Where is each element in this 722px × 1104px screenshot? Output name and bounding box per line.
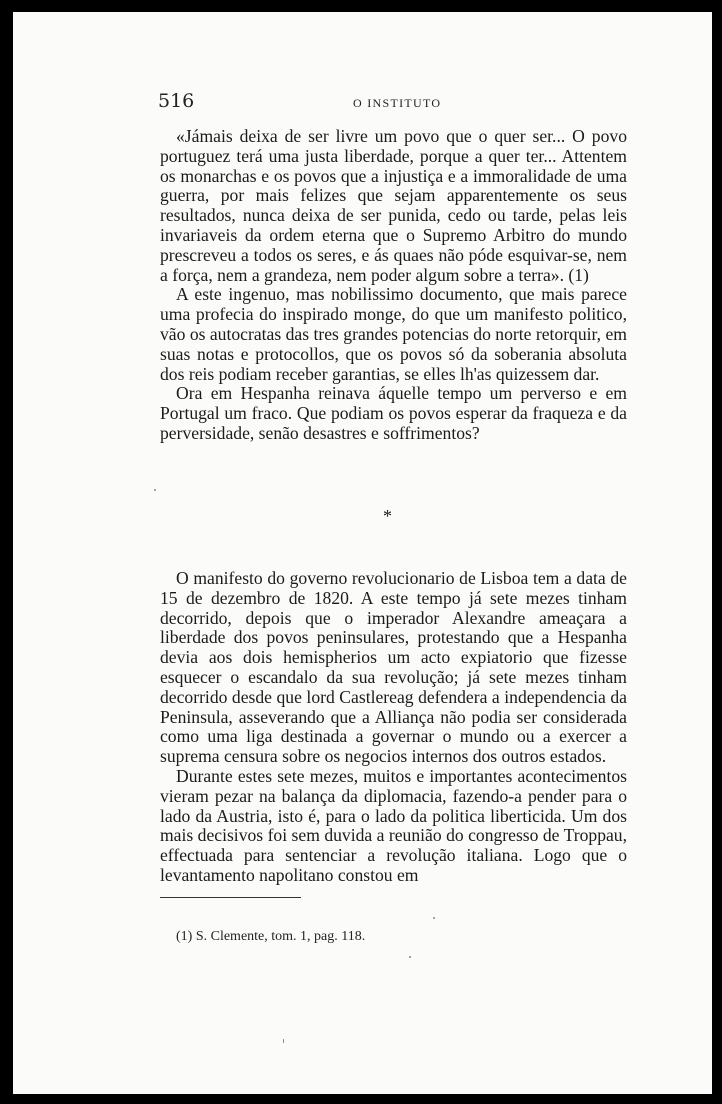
paper-speck [409, 956, 411, 958]
paper-speck [154, 489, 156, 491]
page-header [158, 90, 628, 116]
running-head: O INSTITUTO [353, 96, 442, 110]
footnote-divider [160, 897, 301, 898]
section-separator-asterisk: * [383, 506, 392, 526]
main-text-section-1 [160, 127, 627, 444]
page-number: 516 [158, 90, 195, 112]
book-page [13, 12, 712, 1094]
paragraph: Durante estes sete mezes, muitos e importantes acontecimentos vieram pezar na balança da diplomacia, fazendo-a pender para o lado da Austria, isto é, para o lado da politica liberticida. Um dos mais decisivos foi sem duvida a reunião do congresso de Troppau, effectuada para sentenciar a revolução italiana. Logo que o levantamento napolitano constou em [160, 765, 627, 885]
paragraph: Ora em Hespanha reinava áquelle tempo um perverso e em Portugal um fraco. Que podiam os povos esperar da fraqueza e da perversidade, senão desastres e soffrimentos? [160, 383, 627, 443]
paragraph: O manifesto do governo revolucionario de Lisboa tem a data de 15 de dezembro de 1820. A este tempo já sete mezes tinham decorrido, depois que o imperador Alexandre ameaçara a liberdade dos povos peninsulares, protestando que a Hespanha devia aos dois hemispherios um acto expiatorio que fizesse esquecer o escandalo da sua revolução; já sete mezes tinham decorrido desde que lord Castlereag defendera a independencia da Peninsula, asseverando que a Alliança não podia ser considerada como uma liga destinada a governar o mundo ou a exercer a suprema censura sobre os negocios internos dos outros estados. [160, 568, 627, 767]
paper-speck [433, 917, 435, 919]
paragraph: «Jámais deixa de ser livre um povo que o quer ser... O povo portuguez terá uma justa liberdade, porque a quer ter... Attentem os monarchas e os povos que a injustiça e a immoralidade de uma guerra, por mais felizes que sejam apparentemente os seus resultados, nunca deixa de ser punida, cedo ou tarde, pelas leis invariaveis da ordem eterna que o Supremo Arbitro do mundo prescreveu a todos os seres, e ás quaes não póde esquivar-se, nem a força, nem a grandeza, nem poder algum sobre a terra». (1) [160, 126, 627, 285]
main-text-section-2 [160, 569, 627, 886]
paragraph: A este ingenuo, mas nobilissimo documento, que mais parece uma profecia do inspirado monge, do que um manifesto politico, vão os autocratas das tres grandes potencias do norte retorquir, em suas notas e protocollos, que os povos só da soberania absoluta dos reis podiam receber garantias, se elles lh'as quizessem dar. [160, 284, 627, 384]
footnote: (1) S. Clemente, tom. 1, pag. 118. [176, 929, 366, 944]
paper-speck [283, 1039, 284, 1043]
